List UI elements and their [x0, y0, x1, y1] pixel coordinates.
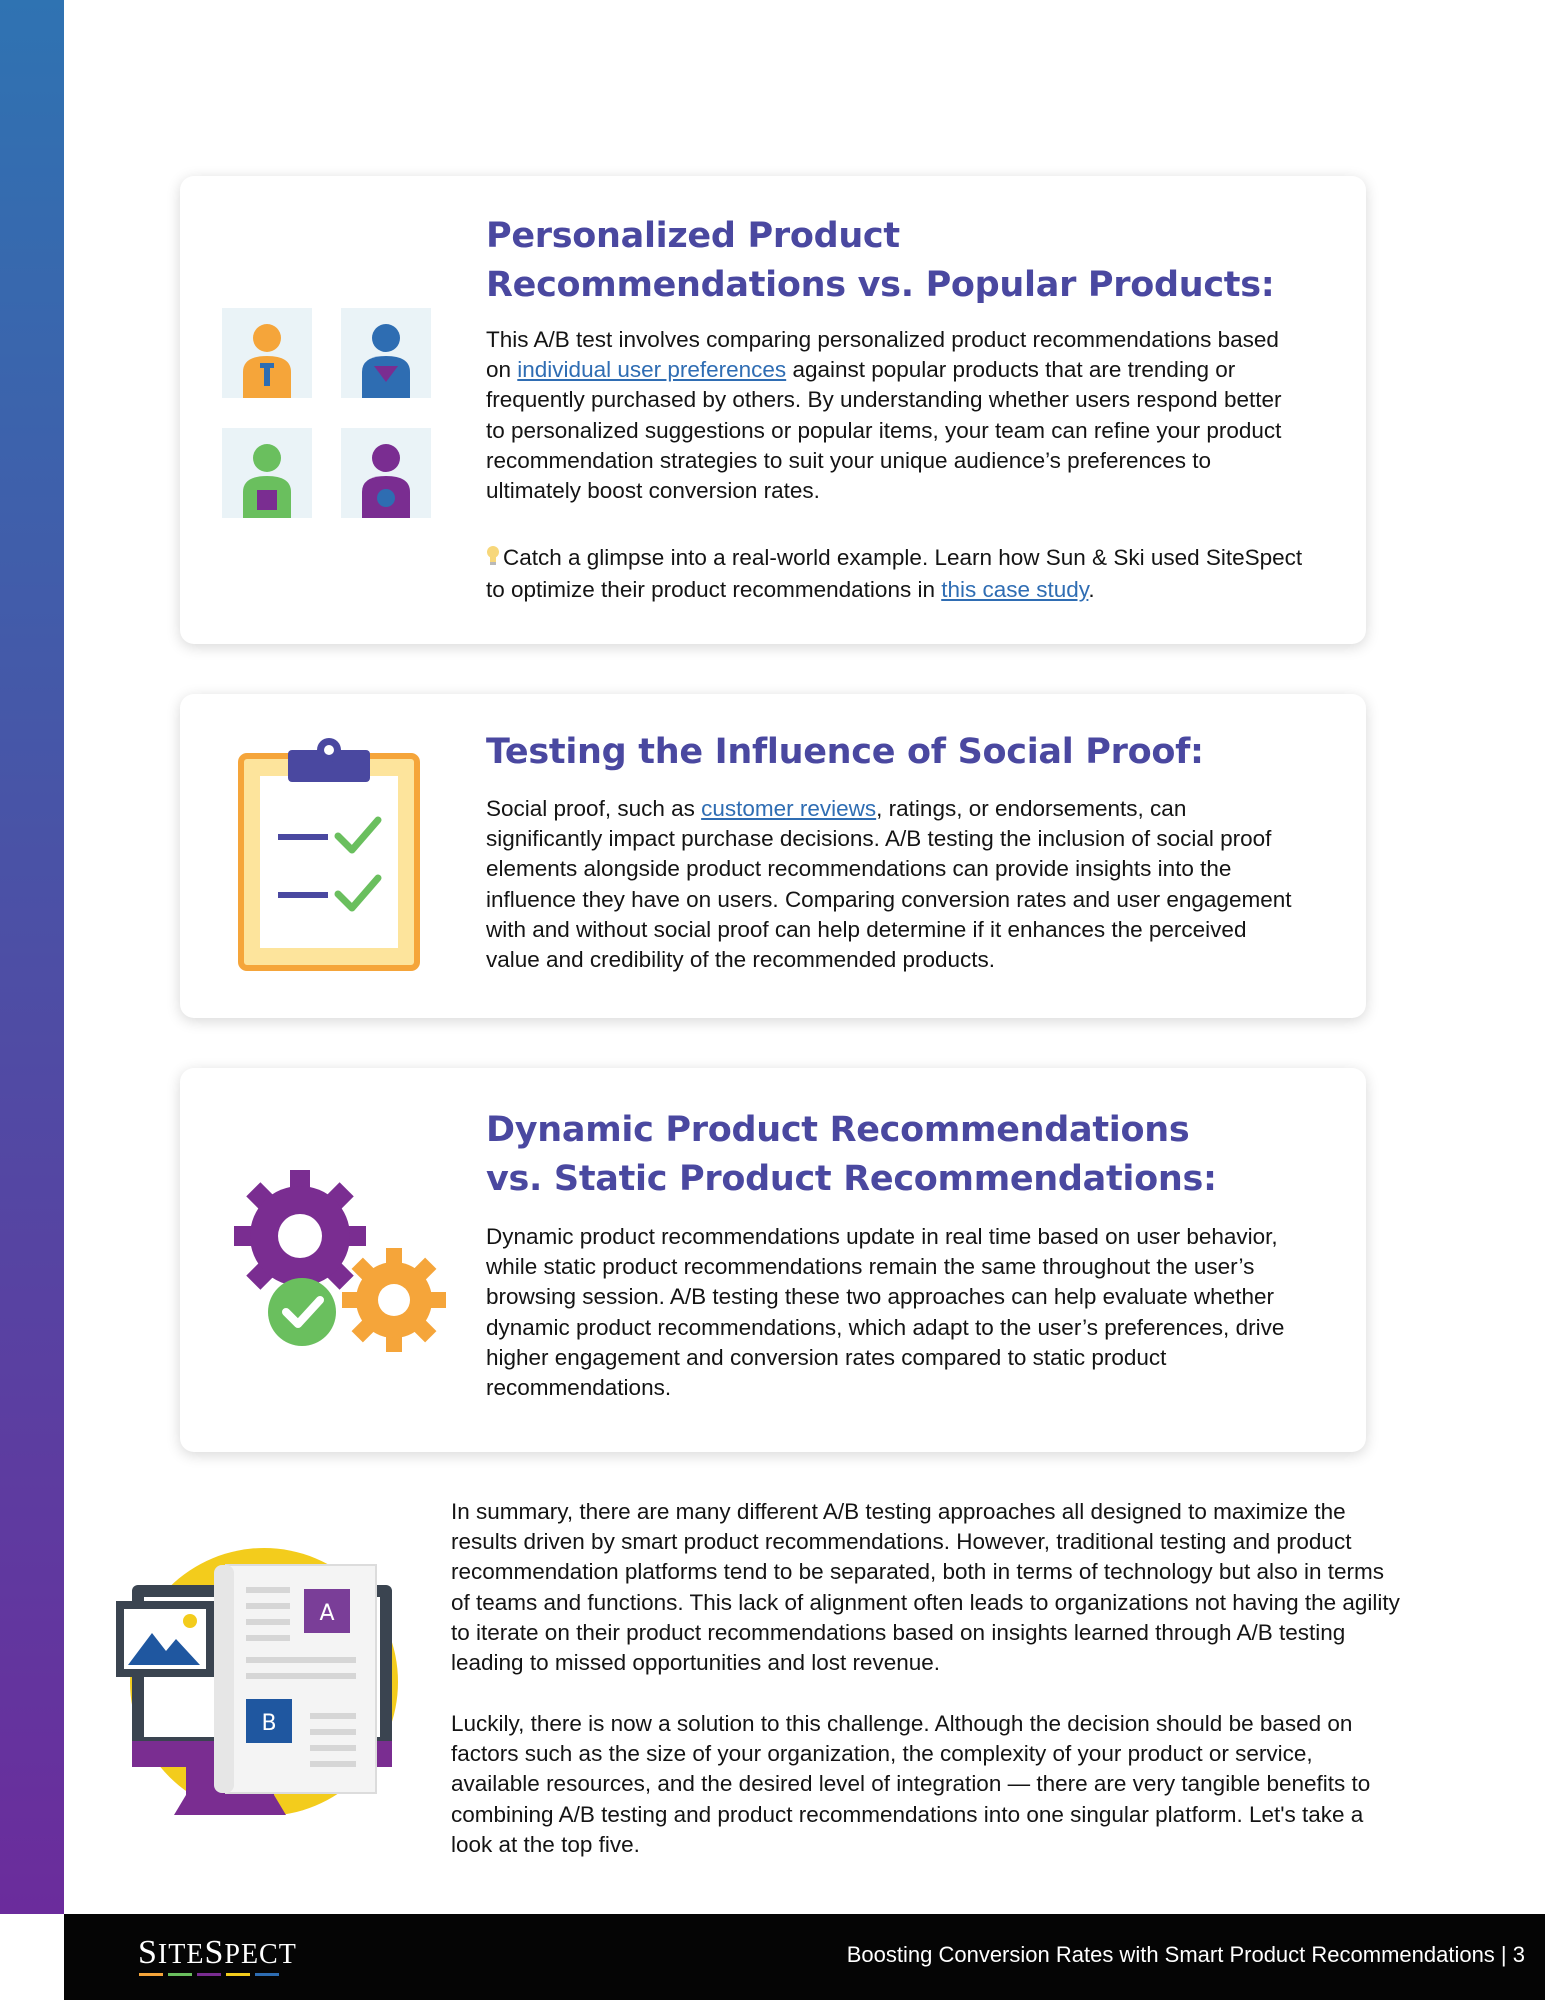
individual-user-preferences-link[interactable]: individual user preferences	[517, 357, 787, 383]
variant-b-label: B	[261, 1711, 277, 1736]
footer-page-label: Boosting Conversion Rates with Smart Product Recommendations | 3	[846, 1942, 1525, 1967]
section-title: Testing the Influence of Social Proof:	[486, 732, 1204, 772]
summary-paragraph-1: In summary, there are many different A/B testing approaches all designed to maximize the results driven by smart product recommendations. However, traditional testing and product recommendation platforms tend to be separated, both in terms of technology but also in terms of teams and functions. This lack of alignment often leads to organizations not having the agility to iterate on their product recommendations based on insights learned through A/B testing leading to missed opportunities and lost revenue.	[451, 1499, 1400, 1676]
logo-color-stripes	[139, 1973, 279, 1976]
card-dynamic-vs-static	[180, 1068, 1366, 1452]
ab-test-monitor-icon	[114, 1545, 414, 1820]
side-accent-bar	[0, 0, 64, 1914]
section-title: Personalized Product Recommendations vs. Popular Products:	[486, 216, 1275, 305]
gears-check-icon	[234, 1170, 448, 1359]
summary-paragraph-2: Luckily, there is now a solution to this challenge. Although the decision should be based on factors such as the size of your organization, the complexity of your product or service, available resources, and the desired level of integration — there are very tangible benefits to combining A/B testing and product recommendations into one singular platform. Let's take a look at the top five.	[451, 1711, 1371, 1857]
section-body: Social proof, such as customer reviews, ratings, or endorsements, can significantly impact purchase decisions. A/B testing the inclusion of social proof elements alongside product recommendations can provide insights into the influence they have on users. Comparing conversion rates and user engagement with and without social proof can help determine if it enhances the perceived value and credibility of the recommended products.	[486, 796, 1292, 973]
checklist-clipboard-icon	[238, 736, 422, 977]
sitespect-logo: SITESPECT	[138, 1934, 297, 1971]
section-body: This A/B test involves comparing personalized product recommendations based on individual user preferences against popular products that are trending or frequently purchased by others. By understanding whether users respond better to personalized suggestions or popular items, your team can refine your product recommendation strategies to suit your unique audience’s preferences to ultimately boost conversion rates.	[486, 327, 1282, 504]
page-footer	[64, 1914, 1545, 2000]
customer-reviews-link[interactable]: customer reviews	[701, 796, 877, 821]
users-grid-icon	[222, 308, 432, 527]
case-study-tip: Catch a glimpse into a real-world example. Learn how Sun & Ski used SiteSpect to optimize their product recommendations in this case study.	[486, 545, 1303, 603]
card-social-proof	[180, 694, 1366, 1018]
variant-a-label: A	[319, 1601, 335, 1626]
card-personalized-vs-popular	[180, 176, 1366, 644]
lightbulb-icon	[486, 545, 500, 575]
case-study-link[interactable]: this case study	[941, 577, 1089, 603]
section-title: Dynamic Product Recommendations vs. Static Product Recommendations:	[486, 1110, 1217, 1199]
section-body: Dynamic product recommendations update in real time based on user behavior, while static product recommendations remain the same throughout the user’s browsing session. A/B testing these two approaches can help evaluate whether dynamic product recommendations, which adapt to the user’s preferences, drive higher engagement and conversion rates compared to static product recommendations.	[486, 1224, 1285, 1401]
